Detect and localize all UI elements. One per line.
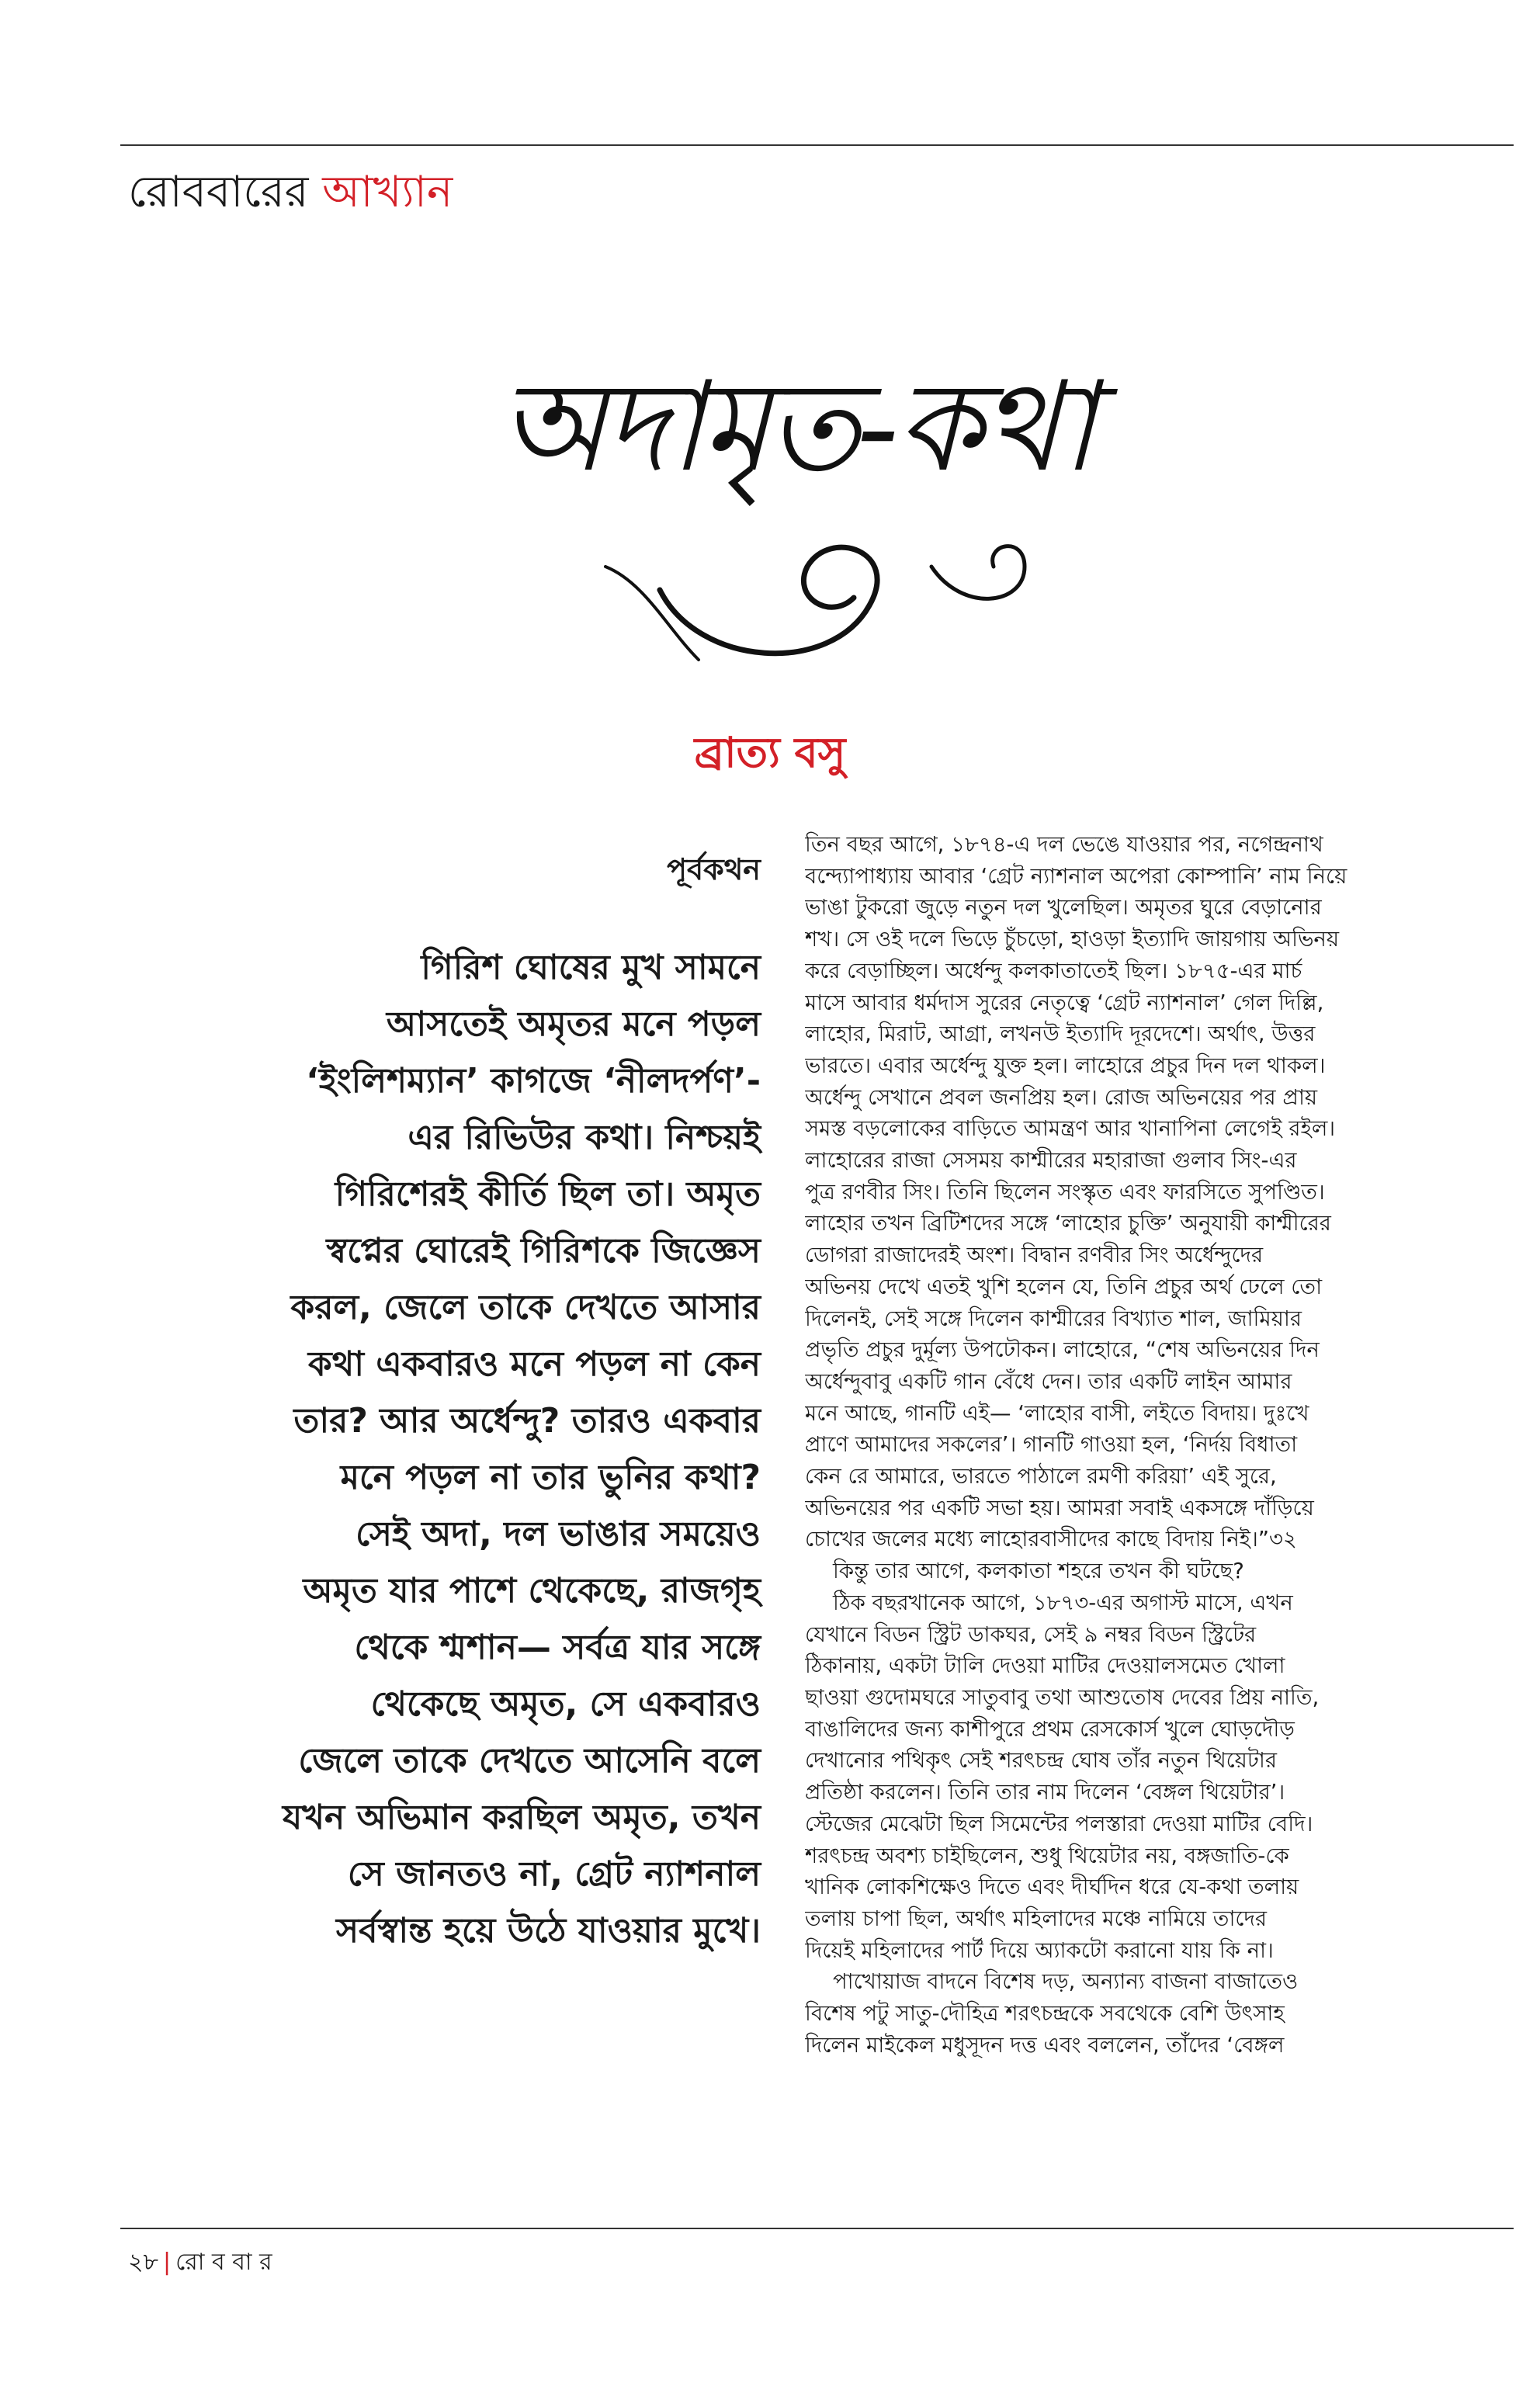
pullquote-line: গিরিশেরই কীর্তি ছিল তা। অমৃত bbox=[335, 1174, 761, 1214]
pullquote-line: আসতেই অমৃতর মনে পড়ল bbox=[386, 1004, 761, 1044]
body-line: ভারতে। এবার অর্ধেন্দু যুক্ত হল। লাহোরে প্রচুর দিন দল থাকল। bbox=[805, 1053, 1326, 1078]
body-line: অভিনয় দেখে এতই খুশি হলেন যে, তিনি প্রচুর অর্থ ঢেলে তো bbox=[805, 1274, 1323, 1299]
body-line: শখ। সে ওই দলে ভিড়ে চুঁচড়ো, হাওড়া ইত্যাদি জায়গায় অভিনয় bbox=[805, 927, 1340, 952]
body-line: ভাঙা টুকরো জুড়ে নতুন দল খুলেছিল। অমৃতর ঘুরে বেড়ানোর bbox=[805, 895, 1322, 921]
body-line: যেখানে বিডন স্ট্রিট ডাকঘর, সেই ৯ নম্বর বিডন স্ট্রিটের bbox=[805, 1621, 1257, 1647]
body-line: করে বেড়াচ্ছিল। অর্ধেন্দু কলকাতাতেই ছিল। ১৮৭৫-এর মার্চ bbox=[805, 958, 1302, 983]
footer-rule bbox=[120, 2228, 1514, 2229]
body-line: দিলেন মাইকেল মধুসূদন দত্ত এবং বললেন, তাঁদের ‘বেঙ্গল bbox=[805, 2032, 1285, 2058]
author-name: ব্রাত্য বসু bbox=[694, 728, 846, 777]
section-title-main: রোববারের bbox=[128, 167, 309, 217]
body-line: খানিক লোকশিক্ষেও দিতে এবং দীর্ঘদিন ধরে যে-কথা তলায় bbox=[805, 1875, 1299, 1900]
body-line: সমস্ত বড়লোকের বাড়িতে আমন্ত্রণ আর খানাপিনা লেগেই রইল। bbox=[805, 1116, 1336, 1142]
pullquote-line: সর্বস্বান্ত হয়ে উঠে যাওয়ার মুখে। bbox=[336, 1911, 761, 1951]
pullquote-line: তার? আর অর্ধেন্দু? তারও একবার bbox=[293, 1401, 761, 1441]
pullquote-line: থেকেছে অমৃত, সে একবারও bbox=[370, 1684, 761, 1724]
body-line: লাহোর তখন ব্রিটিশদের সঙ্গে ‘লাহোর চুক্তি’ অনুযায়ী কাশ্মীরের bbox=[805, 1211, 1331, 1236]
body-line: ডোগরা রাজাদেরই অংশ। বিদ্বান রণবীর সিং অর্ধেন্দুদের bbox=[805, 1243, 1264, 1268]
body-line: প্রাণে আমাদের সকলের’। গানটি গাওয়া হল, ‘নির্দয় বিধাতা bbox=[805, 1432, 1298, 1458]
body-line: অর্ধেন্দু সেখানে প্রবল জনপ্রিয় হল। রোজ অভিনয়ের পর প্রায় bbox=[805, 1084, 1318, 1110]
body-line: বাঙালিদের জন্য কাশীপুরে প্রথম রেসকোর্স খুলে ঘোড়দৌড় bbox=[805, 1716, 1295, 1742]
body-line: প্রভৃতি প্রচুর দুর্মূল্য উপঢৌকন। লাহোরে, “শেষ অভিনয়ের দিন bbox=[805, 1337, 1320, 1363]
body-line: শরৎচন্দ্র অবশ্য চাইছিলেন, শুধু থিয়েটার নয়, বঙ্গজাতি-কে bbox=[805, 1843, 1289, 1868]
body-line: বিশেষ পটু সাতু-দৌহিত্র শরৎচন্দ্রকে সবথেকে বেশি উৎসাহ bbox=[805, 2001, 1285, 2027]
pullquote-line: করল, জেলে তাকে দেখতে আসার bbox=[290, 1288, 761, 1327]
pullquote-line: এর রিভিউর কথা। নিশ্চয়ই bbox=[408, 1118, 761, 1157]
calligraphy-flourish bbox=[466, 334, 1126, 691]
body-line: তলায় চাপা ছিল, অর্থাৎ মহিলাদের মঞ্চে নামিয়ে তাদের bbox=[805, 1906, 1268, 1931]
article-body bbox=[805, 829, 1472, 2061]
body-line: প্রতিষ্ঠা করলেন। তিনি তার নাম দিলেন ‘বেঙ্গল থিয়েটার’। bbox=[805, 1780, 1285, 1805]
body-line: ছাওয়া গুদোমঘরে সাতুবাবু তথা আশুতোষ দেবের প্রিয় নাতি, bbox=[805, 1684, 1320, 1710]
body-line: কেন রে আমারে, ভারতে পাঠালে রমণী করিয়া’ এই সুরে, bbox=[805, 1464, 1277, 1490]
body-line: দেখানোর পথিকৃৎ সেই শরৎচন্দ্র ঘোষ তাঁর নতুন থিয়েটার bbox=[805, 1748, 1277, 1774]
body-line: অভিনয়ের পর একটি সভা হয়। আমরা সবাই একসঙ্গে দাঁড়িয়ে bbox=[805, 1495, 1314, 1521]
pullquote-line: গিরিশ ঘোষের মুখ সামনে bbox=[421, 948, 761, 987]
body-line: অর্ধেন্দুবাবু একটি গান বেঁধে দেন। তার একটি লাইন আমার bbox=[805, 1368, 1292, 1394]
article-title-calligraphy bbox=[466, 334, 1126, 691]
body-line: বন্দ্যোপাধ্যায় আবার ‘গ্রেট ন্যাশনাল অপেরা কোম্পানি’ নাম নিয়ে bbox=[805, 863, 1348, 889]
section-title bbox=[128, 161, 453, 224]
pullquote-line: সে জানতও না, গ্রেট ন্যাশনাল bbox=[347, 1854, 761, 1894]
body-line: ঠিক বছরখানেক আগে, ১৮৭৩-এর অগাস্ট মাসে, এখন bbox=[833, 1590, 1293, 1615]
body-line: পাখোয়াজ বাদনে বিশেষ দড়, অন্যান্য বাজনা বাজাতেও bbox=[833, 1969, 1299, 1995]
body-line: মনে আছে, গানটি এই— ‘লাহোর বাসী, লইতে বিদায়। দুঃখে bbox=[805, 1400, 1309, 1426]
body-line: দিয়েই মহিলাদের পার্ট দিয়ে অ্যাকটো করানো যায় কি না। bbox=[805, 1937, 1274, 1963]
intro-heading: পূর্বকথন bbox=[667, 852, 761, 886]
pullquote bbox=[202, 939, 761, 1959]
body-line: দিলেনই, সেই সঙ্গে দিলেন কাশ্মীরের বিখ্যাত শাল, জামিয়ার bbox=[805, 1306, 1302, 1331]
body-line: কিন্তু তার আগে, কলকাতা শহরে তখন কী ঘটছে? bbox=[833, 1559, 1244, 1584]
section-title-accent: আখ্যান bbox=[322, 167, 453, 217]
body-line: ঠিকানায়, একটা টালি দেওয়া মাটির দেওয়ালসমেত খোলা bbox=[805, 1653, 1285, 1679]
left-column bbox=[202, 846, 761, 1959]
article-title: অদামৃত-কথা bbox=[498, 354, 1093, 499]
pullquote-line: স্বপ্নের ঘোরেই গিরিশকে জিজ্ঞেস bbox=[326, 1231, 761, 1271]
pullquote-line: থেকে শ্মশান— সর্বত্র যার সঙ্গে bbox=[354, 1628, 761, 1667]
pullquote-line: মনে পড়ল না তার ভুনির কথা? bbox=[340, 1458, 761, 1497]
body-line: মাসে আবার ধর্মদাস সুরের নেতৃত্বে ‘গ্রেট ন্যাশনাল’ গেল দিল্লি, bbox=[805, 990, 1324, 1015]
body-line: পুত্র রণবীর সিং। তিনি ছিলেন সংস্কৃত এবং ফারসিতে সুপণ্ডিত। bbox=[805, 1179, 1325, 1205]
pullquote-line: কথা একবারও মনে পড়ল না কেন bbox=[307, 1344, 761, 1384]
page-footer bbox=[128, 2243, 272, 2282]
page-number: ২৮ bbox=[128, 2249, 158, 2276]
body-line: স্টেজের মেঝেটা ছিল সিমেন্টের পলস্তারা দেওয়া মাটির বেদি। bbox=[805, 1811, 1313, 1836]
pullquote-line: যখন অভিমান করছিল অমৃত, তখন bbox=[282, 1798, 761, 1837]
body-line: চোখের জলের মধ্যে লাহোরবাসীদের কাছে বিদায় নিই।”৩২ bbox=[805, 1527, 1297, 1552]
header-rule bbox=[120, 144, 1514, 146]
footer-separator: | bbox=[162, 2249, 172, 2276]
pullquote-line: জেলে তাকে দেখতে আসেনি বলে bbox=[298, 1741, 761, 1781]
pullquote-line: ‘ইংলিশম্যান’ কাগজে ‘নীলদর্পণ’- bbox=[306, 1061, 761, 1101]
pullquote-line: সেই অদা, দল ভাঙার সময়েও bbox=[356, 1514, 761, 1554]
body-line: তিন বছর আগে, ১৮৭৪-এ দল ভেঙে যাওয়ার পর, নগেন্দ্রনাথ bbox=[805, 832, 1323, 857]
body-line: লাহোরের রাজা সেসময় কাশ্মীরের মহারাজা গুলাব সিং-এর bbox=[805, 1148, 1297, 1174]
body-line: লাহোর, মিরাট, আগ্রা, লখনউ ইত্যাদি দূরদেশে। অর্থাৎ, উত্তর bbox=[805, 1021, 1316, 1047]
publication-name: রো ব বা র bbox=[175, 2249, 272, 2276]
pullquote-line: অমৃত যার পাশে থেকেছে, রাজগৃহ bbox=[303, 1571, 761, 1611]
